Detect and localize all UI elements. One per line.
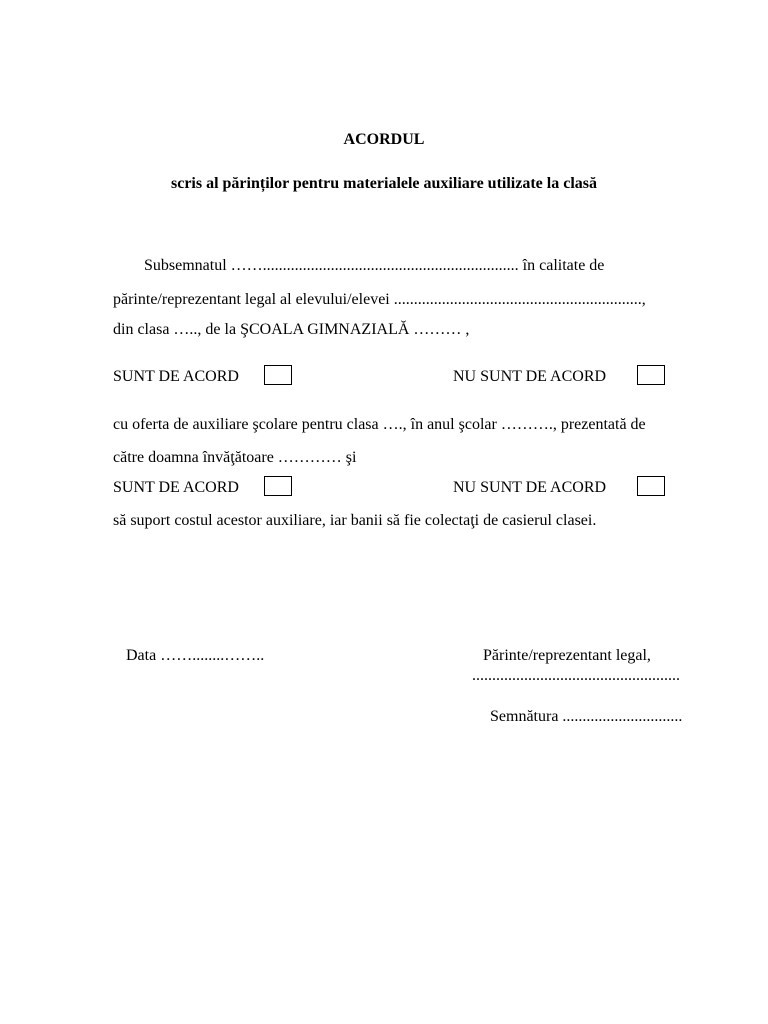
signature-field: Semnătura .............................. <box>490 708 683 725</box>
offer-line-2: către doamna învăţătoare ………… şi <box>113 449 357 466</box>
document-title: ACORDUL <box>343 131 425 148</box>
disagree-label-2: NU SUNT DE ACORD <box>453 479 607 496</box>
parent-label: Părinte/reprezentant legal, <box>483 647 651 664</box>
disagree-label-1: NU SUNT DE ACORD <box>453 368 607 385</box>
agree-label-2: SUNT DE ACORD <box>113 479 239 496</box>
agree-checkbox-1[interactable] <box>264 365 292 385</box>
offer-line-1: cu oferta de auxiliare şcolare pentru clasa …., în anul şcolar ………., prezentată de <box>113 416 646 433</box>
agree-label-1: SUNT DE ACORD <box>113 368 239 385</box>
disagree-checkbox-1[interactable] <box>637 365 665 385</box>
disagree-checkbox-2[interactable] <box>637 476 665 496</box>
document-subtitle: scris al părinților pentru materialele auxiliare utilizate la clasă <box>170 175 597 192</box>
cost-text: să suport costul acestor auxiliare, iar banii să fie colectaţi de casierul clasei. <box>113 512 597 529</box>
paragraph-line-1: Subsemnatul ……................................................................ în calitate de <box>144 257 605 274</box>
agree-checkbox-2[interactable] <box>264 476 292 496</box>
paragraph-line-3: din clasa ….., de la ŞCOALA GIMNAZIALĂ ……… , <box>113 321 470 338</box>
parent-signature-line: .................................................... <box>472 667 680 684</box>
date-field: Data ……........…….. <box>126 647 265 664</box>
paragraph-line-2: părinte/reprezentant legal al elevului/elevei .............................................................., <box>113 291 646 308</box>
